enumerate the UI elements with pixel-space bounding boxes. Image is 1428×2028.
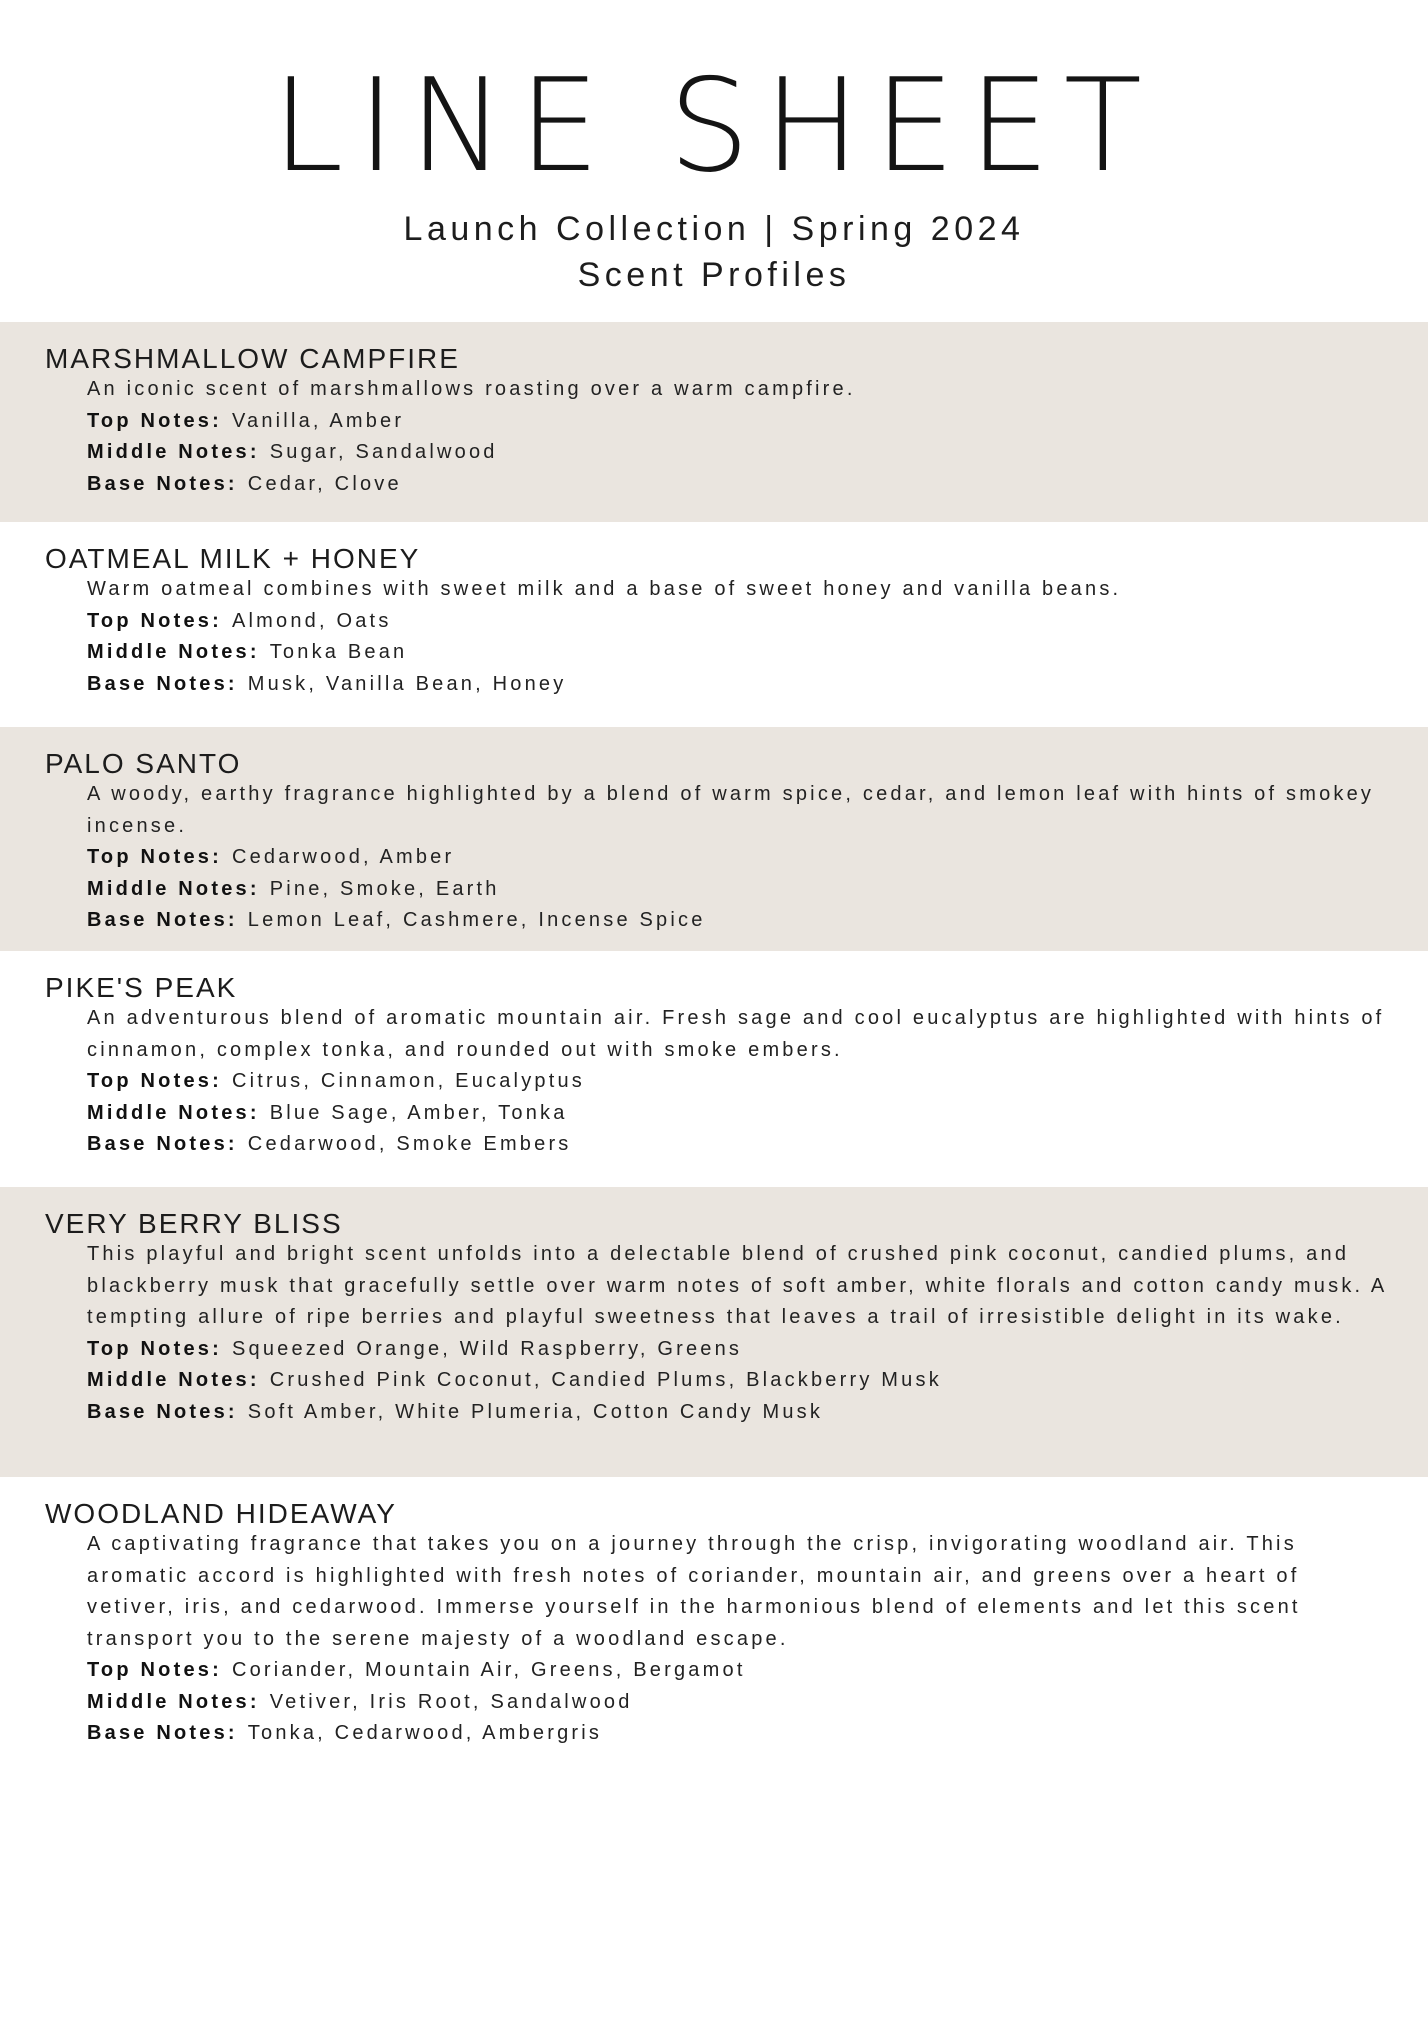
middle-notes-label: Middle Notes:	[87, 1690, 260, 1713]
scent-description: An iconic scent of marshmallows roasting over a warm campfire.	[87, 378, 856, 400]
base-notes-label: Base Notes:	[87, 1133, 238, 1155]
top-notes-row	[87, 406, 1387, 438]
middle-notes-value: Tonka Bean	[269, 641, 408, 663]
top-notes-label: Top Notes:	[87, 1070, 222, 1092]
middle-notes-value: Pine, Smoke, Earth	[269, 877, 500, 900]
middle-notes-row	[87, 437, 1387, 469]
middle-notes-value: Crushed Pink Coconut, Candied Plums, Blackberry Musk	[269, 1369, 942, 1391]
scent-section	[0, 1477, 1428, 1797]
scent-body	[87, 574, 1387, 700]
middle-notes-row	[87, 1687, 1387, 1719]
top-notes-value: Vanilla, Amber	[231, 409, 405, 432]
top-notes-label: Top Notes:	[87, 846, 222, 868]
base-notes-label: Base Notes:	[87, 1722, 238, 1744]
top-notes-row	[87, 606, 1387, 638]
top-notes-label: Top Notes:	[87, 1337, 222, 1360]
base-notes-value: Tonka, Cedarwood, Ambergris	[247, 1722, 603, 1744]
base-notes-row	[87, 1129, 1387, 1161]
middle-notes-label: Middle Notes:	[87, 641, 260, 663]
scent-section	[0, 322, 1428, 522]
middle-notes-label: Middle Notes:	[87, 1101, 260, 1124]
scent-description: An adventurous blend of aromatic mountain air. Fresh sage and cool eucalyptus are highlighted with hints of cinnamon, complex tonka, and rounded out with smoke embers.	[87, 1007, 1385, 1061]
base-notes-label: Base Notes:	[87, 672, 238, 695]
base-notes-label: Base Notes:	[87, 472, 238, 495]
base-notes-value: Cedarwood, Smoke Embers	[247, 1133, 572, 1155]
top-notes-value: Almond, Oats	[231, 609, 392, 632]
base-notes-value: Lemon Leaf, Cashmere, Incense Spice	[247, 909, 706, 931]
scent-name: PALO SANTO	[45, 748, 242, 779]
middle-notes-label: Middle Notes:	[87, 441, 260, 463]
scent-body	[87, 1529, 1387, 1750]
scent-list	[0, 322, 1428, 1797]
middle-notes-row	[87, 637, 1387, 669]
base-notes-row	[87, 905, 1387, 937]
middle-notes-value: Vetiver, Iris Root, Sandalwood	[269, 1690, 633, 1713]
top-notes-label: Top Notes:	[87, 409, 222, 432]
middle-notes-value: Sugar, Sandalwood	[269, 441, 498, 463]
scent-section	[0, 951, 1428, 1187]
middle-notes-value: Blue Sage, Amber, Tonka	[269, 1101, 568, 1124]
document-header	[0, 0, 1428, 298]
page-title: LINE SHEET	[272, 52, 1156, 201]
top-notes-row	[87, 1655, 1387, 1687]
scent-body	[87, 779, 1387, 937]
scent-body	[87, 1003, 1387, 1161]
scent-description: This playful and bright scent unfolds into a delectable blend of crushed pink coconut, candied plums, and blackberry musk that gracefully settle over warm notes of soft amber, white florals and cotton candy musk. A tempting allure of ripe berries and playful sweetness that leaves a trail of irresistible delight in its wake.	[87, 1243, 1387, 1328]
scent-name: PIKE'S PEAK	[45, 972, 238, 1003]
middle-notes-label: Middle Notes:	[87, 877, 260, 900]
base-notes-row	[87, 1397, 1387, 1429]
top-notes-row	[87, 1334, 1387, 1366]
scent-name: MARSHMALLOW CAMPFIRE	[45, 343, 460, 374]
top-notes-value: Cedarwood, Amber	[231, 846, 455, 868]
middle-notes-row	[87, 1098, 1387, 1130]
base-notes-label: Base Notes:	[87, 909, 238, 931]
top-notes-value: Coriander, Mountain Air, Greens, Bergamot	[231, 1659, 746, 1681]
base-notes-row	[87, 669, 1387, 701]
base-notes-label: Base Notes:	[87, 1400, 238, 1423]
scent-section	[0, 1187, 1428, 1477]
top-notes-row	[87, 842, 1387, 874]
scent-name: WOODLAND HIDEAWAY	[45, 1498, 397, 1529]
scent-body	[87, 1239, 1387, 1428]
top-notes-value: Citrus, Cinnamon, Eucalyptus	[231, 1070, 586, 1092]
middle-notes-row	[87, 874, 1387, 906]
collection-subtitle: Launch Collection | Spring 2024	[403, 210, 1025, 248]
scent-description: A captivating fragrance that takes you on a journey through the crisp, invigorating woodland air. This aromatic accord is highlighted with fresh notes of coriander, mountain air, and greens over a heart of vetiver, iris, and cedarwood. Immerse yourself in the harmonious blend of elements and let this scent transport you to the serene majesty of a woodland escape.	[87, 1533, 1301, 1650]
top-notes-label: Top Notes:	[87, 1659, 222, 1681]
base-notes-row	[87, 469, 1387, 501]
top-notes-row	[87, 1066, 1387, 1098]
base-notes-value: Musk, Vanilla Bean, Honey	[247, 672, 567, 695]
scent-section	[0, 522, 1428, 727]
base-notes-value: Soft Amber, White Plumeria, Cotton Candy Musk	[247, 1400, 824, 1423]
scent-description: Warm oatmeal combines with sweet milk and a base of sweet honey and vanilla beans.	[87, 578, 1122, 600]
scent-section	[0, 727, 1428, 951]
scent-name: VERY BERRY BLISS	[45, 1208, 343, 1239]
scent-body	[87, 374, 1387, 500]
base-notes-value: Cedar, Clove	[247, 472, 402, 495]
scent-name: OATMEAL MILK + HONEY	[45, 543, 421, 574]
section-subtitle: Scent Profiles	[577, 256, 851, 294]
middle-notes-label: Middle Notes:	[87, 1369, 260, 1391]
top-notes-value: Squeezed Orange, Wild Raspberry, Greens	[231, 1337, 743, 1360]
top-notes-label: Top Notes:	[87, 609, 222, 632]
base-notes-row	[87, 1718, 1387, 1750]
middle-notes-row	[87, 1365, 1387, 1397]
scent-description: A woody, earthy fragrance highlighted by a blend of warm spice, cedar, and lemon leaf with hints of smokey incense.	[87, 783, 1375, 837]
